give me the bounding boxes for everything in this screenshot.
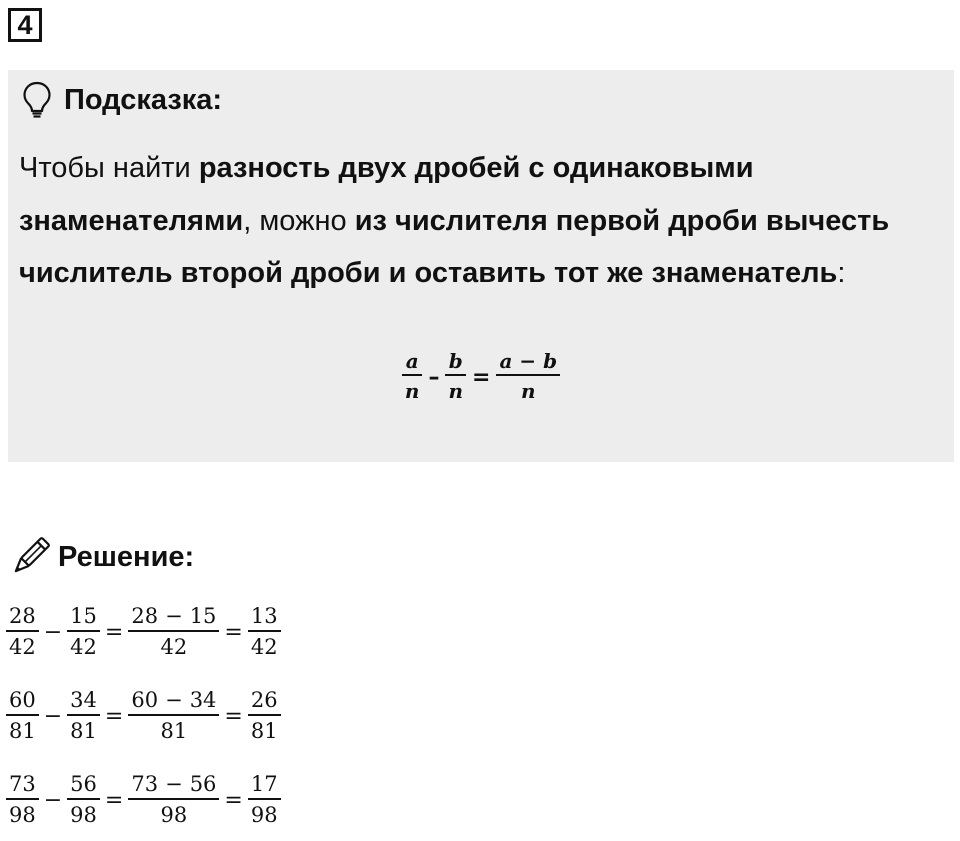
equals-sign: = (472, 364, 491, 390)
minus-sign: − (43, 703, 63, 729)
fraction-subtrahend (67, 602, 100, 662)
hint-text-part: Чтобы найти (19, 152, 199, 184)
equation-row-1 (6, 602, 281, 662)
denominator: 42 (70, 635, 97, 659)
rule-formula (8, 348, 954, 406)
fraction-result (248, 686, 281, 746)
denominator: n (520, 379, 536, 403)
equals-sign: = (224, 619, 243, 645)
numerator-b: 56 (189, 772, 217, 796)
denominator: 98 (250, 803, 278, 827)
denominator: 81 (70, 719, 97, 743)
numerator: 15 (70, 604, 97, 628)
numerator (128, 770, 219, 798)
fraction-minuend (6, 770, 39, 830)
minus-sign: − (165, 772, 183, 796)
numerator-b: 15 (189, 604, 217, 628)
denominator: 81 (160, 719, 188, 743)
formula-fraction-a-n (402, 348, 423, 406)
numerator: 13 (250, 604, 278, 628)
hint-text-part: , можно (243, 204, 355, 237)
fraction-result (248, 602, 281, 662)
numerator: 17 (250, 772, 278, 796)
fraction-combined (128, 686, 219, 746)
fraction-result (248, 770, 281, 830)
equals-sign: = (104, 619, 124, 645)
lightbulb-icon (22, 81, 52, 119)
denominator: 42 (250, 635, 278, 659)
equals-sign: = (224, 703, 243, 729)
denominator: 98 (70, 803, 97, 827)
denominator: 98 (9, 803, 36, 827)
minus-sign: − (43, 619, 63, 645)
formula-fraction-b-n (445, 348, 466, 406)
fraction-subtrahend (67, 770, 100, 830)
numerator: 26 (250, 688, 278, 712)
numerator-b: 34 (189, 688, 217, 712)
fraction-minuend (6, 602, 39, 662)
numerator: a − b (499, 349, 558, 373)
numerator: 28 (9, 604, 36, 628)
hint-box (8, 70, 954, 462)
hint-text-part: : (837, 257, 846, 289)
numerator-a: 60 (131, 688, 159, 712)
numerator: b (448, 349, 463, 373)
numerator: a (405, 349, 419, 373)
minus-sign: − (165, 604, 183, 628)
hint-header (22, 80, 222, 120)
task-number-badge: 4 (8, 8, 42, 42)
numerator: 73 (9, 772, 36, 796)
fraction-subtrahend (67, 686, 100, 746)
numerator (128, 686, 219, 714)
numerator: 34 (70, 688, 97, 712)
denominator: 42 (160, 635, 188, 659)
equation-row-3 (6, 770, 281, 830)
numerator (128, 602, 219, 630)
equals-sign: = (104, 703, 124, 729)
numerator-a: 73 (131, 772, 159, 796)
equation-row-2 (6, 686, 281, 746)
fraction-combined (128, 770, 219, 830)
solution-header (10, 534, 194, 580)
denominator: n (404, 379, 420, 403)
pencil-icon (10, 536, 50, 578)
denominator: 98 (160, 803, 188, 827)
hint-title: Подсказка: (64, 84, 223, 116)
minus-sign: – (428, 364, 440, 390)
fraction-combined (128, 602, 219, 662)
denominator: 81 (250, 719, 278, 743)
numerator: 60 (9, 688, 36, 712)
numerator-a: 28 (131, 604, 159, 628)
hint-text-bold: из числителя первой дроби вычесть числитель второй дроби и оставить тот же знаменатель (19, 204, 890, 289)
denominator: 81 (9, 719, 36, 743)
formula-fraction-result (496, 348, 560, 406)
denominator: n (448, 379, 463, 403)
minus-sign: − (43, 787, 63, 813)
denominator: 42 (9, 635, 36, 659)
equals-sign: = (104, 787, 124, 813)
minus-sign: − (165, 688, 183, 712)
fraction-minuend (6, 686, 39, 746)
numerator: 56 (70, 772, 97, 796)
hint-text (19, 142, 939, 300)
equals-sign: = (224, 787, 243, 813)
hint-text-bold: разность двух дробей с одинаковыми знаменателями (19, 152, 754, 237)
solution-title: Решение: (58, 540, 195, 573)
